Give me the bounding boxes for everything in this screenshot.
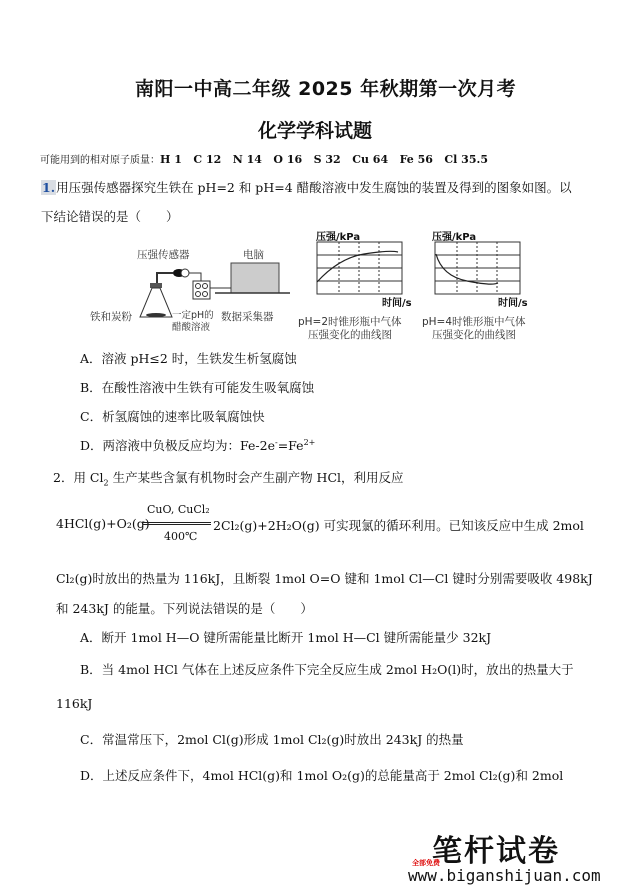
q2-stem-line4: 和 243kJ 的能量。下列说法错误的是（ ） xyxy=(56,601,313,616)
q2-option-d: D．上述反应条件下，4mol HCl(g)和 1mol O₂(g)的总能量高于 2mol Cl₂(g)和 2mol xyxy=(80,768,564,783)
q1-apparatus-figure xyxy=(90,225,300,345)
chart1-caption-1: pH=2时锥形瓶中气体 xyxy=(298,316,402,328)
q2-equation-tail: 可实现氯的循环利用。已知该反应中生成 2mol xyxy=(319,518,584,533)
q2-option-b-line2: 116kJ xyxy=(56,696,93,711)
atomic-mass-values: H 1 C 12 N 14 O 16 S 32 Cu 64 Fe 56 Cl 35.5 xyxy=(160,153,488,166)
chart2-y-label: 压强/kPa xyxy=(432,232,477,243)
q2-equation-right xyxy=(213,516,584,534)
chart2-caption-1: pH=4时锥形瓶中气体 xyxy=(422,316,526,328)
label-solution-2: 醋酸溶液 xyxy=(172,322,211,333)
q1-stem-line1 xyxy=(41,178,572,196)
exam-subtitle: 化学学科试题 xyxy=(258,120,373,142)
q2-equation-left: 4HCl(g)+O₂(g) xyxy=(56,516,150,531)
exam-title: 南阳一中高二年级 2025 年秋期第一次月考 xyxy=(135,78,517,100)
atomic-mass-line xyxy=(40,151,488,166)
q1-stem-line2: 下结论错误的是（ ） xyxy=(41,209,179,224)
q1-chart-ph2 xyxy=(298,228,424,341)
chart1-plot xyxy=(314,240,414,300)
q1-option-d-sup1: - xyxy=(274,437,278,447)
watermark-brand: 笔杆试卷 xyxy=(432,834,560,869)
q2-equation-condition-top: CuO, CuCl₂ xyxy=(147,503,210,516)
chart1-x-label: 时间/s xyxy=(382,298,412,309)
q1-option-b: B．在酸性溶液中生铁有可能发生吸氧腐蚀 xyxy=(80,380,315,395)
q2-option-b-line1: B．当 4mol HCl 气体在上述反应条件下完全反应生成 2mol H₂O(l)时，放出的热量大于 xyxy=(80,662,574,677)
q2-option-c: C．常温常压下，2mol Cl(g)形成 1mol Cl₂(g)时放出 243kJ 的热量 xyxy=(80,732,464,747)
q1-chart-ph4 xyxy=(422,228,542,341)
q2-stem-text1: 2．用 Cl xyxy=(53,470,104,485)
q2-equation-products: 2Cl₂(g)+2H₂O(g) xyxy=(213,518,320,533)
q1-option-d-text2: =Fe xyxy=(277,438,304,453)
q2-equation-condition-bottom: 400℃ xyxy=(164,530,198,543)
q2-stem-line1 xyxy=(53,468,404,488)
chart2-x-label: 时间/s xyxy=(498,298,528,309)
label-pressure-sensor: 压强传感器 xyxy=(137,249,190,261)
q1-option-a: A．溶液 pH≤2 时，生铁发生析氢腐蚀 xyxy=(80,351,297,366)
q1-option-c: C．析氢腐蚀的速率比吸氧腐蚀快 xyxy=(80,409,265,424)
atomic-mass-label: 可能用到的相对原子质量： xyxy=(40,155,160,166)
q2-equation-arrow xyxy=(143,522,211,525)
label-solution-1: 一定pH的 xyxy=(172,310,214,321)
label-data-collector: 数据采集器 xyxy=(221,311,274,323)
q1-stem-text: 用压强传感器探究生铁在 pH=2 和 pH=4 醋酸溶液中发生腐蚀的装置及得到的图象如图。以 xyxy=(56,180,572,195)
chart2-caption-2: 压强变化的曲线图 xyxy=(432,329,516,341)
q1-option-d xyxy=(80,436,315,454)
q2-option-a: A．断开 1mol H—O 键所需能量比断开 1mol H—Cl 键所需能量少 32kJ xyxy=(80,630,492,645)
chart1-y-label: 压强/kPa xyxy=(316,232,361,243)
q1-option-d-sup2: 2+ xyxy=(303,437,316,447)
q1-option-d-text1: D．两溶液中负极反应均为：Fe-2e xyxy=(80,438,275,453)
q1-number: 1. xyxy=(42,180,56,195)
label-computer: 电脑 xyxy=(243,249,264,261)
label-iron-carbon: 铁和炭粉 xyxy=(90,311,132,323)
q2-stem-text2: 生产某些含氯有机物时会产生副产物 HCl，利用反应 xyxy=(108,470,404,485)
watermark-url[interactable]: www.biganshijuan.com xyxy=(408,866,601,885)
chart2-plot xyxy=(432,240,532,300)
q2-stem-line3: Cl₂(g)时放出的热量为 116kJ，且断裂 1mol O=O 键和 1mol Cl—Cl 键时分别需要吸收 498kJ xyxy=(56,571,593,586)
q2-stem-sub: 2 xyxy=(103,478,109,488)
watermark-free-tag: 全部免费 xyxy=(412,859,440,867)
chart1-caption-2: 压强变化的曲线图 xyxy=(308,329,392,341)
